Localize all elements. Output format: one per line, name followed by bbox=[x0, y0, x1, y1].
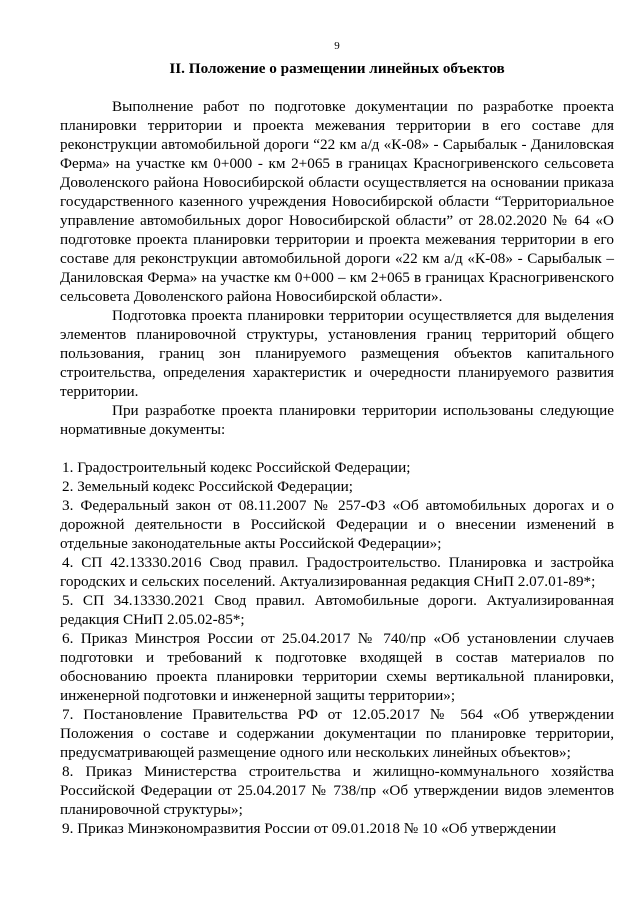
list-item: 9. Приказ Минэкономразвития России от 09.01.2018 № 10 «Об утверждении bbox=[62, 820, 557, 837]
page-number: 9 bbox=[334, 40, 340, 52]
section-heading: II. Положение о размещении линейных объектов bbox=[169, 60, 505, 77]
list-item: 3. Федеральный закон от 08.11.2007 № 257-ФЗ «Об автомобильных дорогах и о дорожной деятельности в Российской Федерации и о внесении изменений в отдельные законодательные акты Российской Федерации»; bbox=[60, 497, 614, 552]
list-item: 4. СП 42.13330.2016 Свод правил. Градостроительство. Планировка и застройка городских и сельских поселений. Актуализированная редакция СНиП 2.07.01-89*; bbox=[60, 554, 614, 590]
list-item: 1. Градостроительный кодекс Российской Федерации; bbox=[62, 459, 411, 476]
paragraph: Подготовка проекта планировки территории осуществляется для выделения элементов планировочной структуры, установления границ территорий общего пользования, границ зон планируемого размещения объектов капитального строительства, определения характеристик и очередности планируемого развития территории. bbox=[60, 307, 614, 400]
paragraph: Выполнение работ по подготовке документации по разработке проекта планировки территории и проекта межевания территории в его составе для реконструкции автомобильной дороги “22 км а/д «К-08» - Сарыбалык - Даниловская Ферма» на участке км 0+000 - км 2+065 в границах Красногривенского сельсовета Доволенского района Новосибирской области осуществляется на основании приказа государственного казенного учреждения Новосибирской области “Территориальное управление автомобильных дорог Новосибирской области” от 28.02.2020 № 64 «О подготовке проекта планировки территории и проекта межевания территории в его составе для реконструкции автомобильной дороги «22 км а/д «К-08» - Сарыбалык – Даниловская Ферма» на участке км 0+000 – км 2+065 в границах Красногривенского сельсовета Доволенского района Новосибирской области». bbox=[60, 98, 614, 305]
list-item: 7. Постановление Правительства РФ от 12.05.2017 № 564 «Об утверждении Положения о составе и содержании документации по планировке территории, предусматривающей размещение одного или нескольких линейных объектов»; bbox=[60, 706, 614, 761]
list-item: 5. СП 34.13330.2021 Свод правил. Автомобильные дороги. Актуализированная редакция СНиП 2.05.02-85*; bbox=[60, 592, 614, 628]
list-item: 6. Приказ Минстроя России от 25.04.2017 № 740/пр «Об установлении случаев подготовки и требований к подготовке входящей в состав материалов по обоснованию проекта планировки территории схемы вертикальной планировки, инженерной подготовки и инженерной защиты территории»; bbox=[60, 630, 614, 704]
paragraph: При разработке проекта планировки территории использованы следующие нормативные документы: bbox=[60, 402, 614, 438]
list-item: 8. Приказ Министерства строительства и жилищно-коммунального хозяйства Российской Федерации от 25.04.2017 № 738/пр «Об утверждении видов элементов планировочной структуры»; bbox=[60, 763, 614, 818]
normative-documents-list bbox=[60, 458, 614, 838]
list-item: 2. Земельный кодекс Российской Федерации; bbox=[62, 478, 354, 495]
